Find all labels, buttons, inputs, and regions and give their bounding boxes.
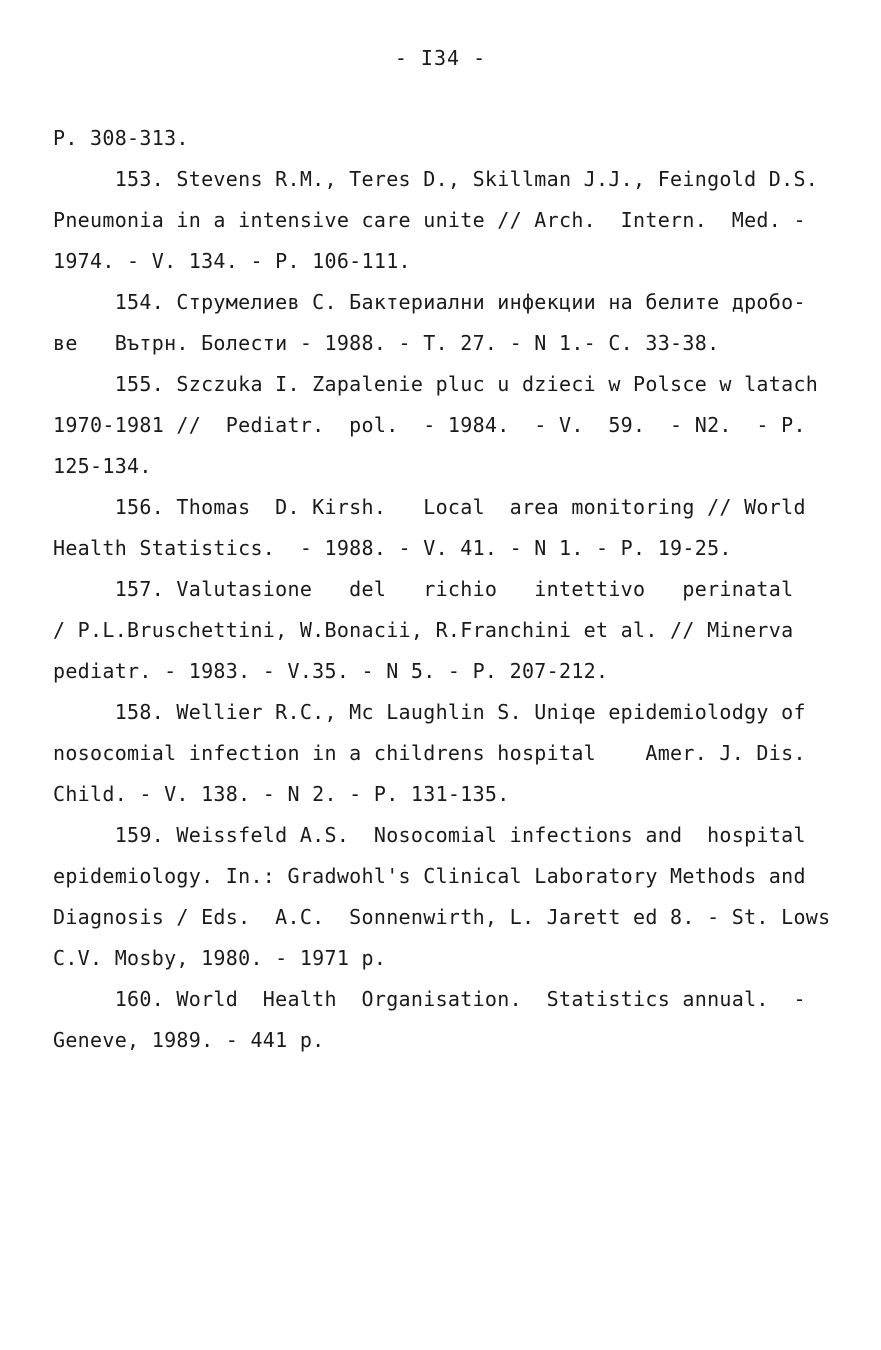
- reference-line: / P.L.Bruschettini, W.Bonacii, R.Franchini et al. // Minerva: [53, 618, 794, 642]
- reference-line: 159. Weissfeld A.S. Nosocomial infections and hospital: [53, 823, 806, 847]
- reference-line: C.V. Mosby, 1980. - 1971 p.: [53, 946, 387, 970]
- reference-line: pediatr. - 1983. - V.35. - N 5. - P. 207-212.: [53, 659, 609, 683]
- reference-line: 125-134.: [53, 454, 152, 478]
- reference-line: Geneve, 1989. - 441 p.: [53, 1028, 325, 1052]
- reference-line: 157. Valutasione del richio intettivo perinatal: [53, 577, 794, 601]
- reference-line: Health Statistics. - 1988. - V. 41. - N 1. - P. 19-25.: [53, 536, 732, 560]
- reference-line: 156. Thomas D. Kirsh. Local area monitoring // World: [53, 495, 806, 519]
- page-number: - I34 -: [394, 46, 487, 70]
- reference-line: 153. Stevens R.M., Teres D., Skillman J.J., Feingold D.S.: [53, 167, 819, 191]
- reference-line: 158. Wellier R.C., Mc Laughlin S. Uniqe epidemiolodgy of: [53, 700, 806, 724]
- reference-line: 154. Струмелиев С. Бактериални инфекции на белите дробо-: [53, 290, 806, 314]
- reference-line: nosocomial infection in a childrens hospital Amer. J. Dis.: [53, 741, 806, 765]
- reference-line: epidemiology. In.: Gradwohl's Clinical Laboratory Methods and: [53, 864, 806, 888]
- reference-line: Pneumonia in a intensive care unite // Arch. Intern. Med. -: [53, 208, 806, 232]
- reference-line: P. 308-313.: [53, 126, 189, 150]
- reference-line: 155. Szczuka I. Zapalenie pluc u dzieci w Polsce w latach: [53, 372, 819, 396]
- reference-line: Diagnosis / Eds. A.C. Sonnenwirth, L. Jarett ed 8. - St. Lows: [53, 905, 831, 929]
- reference-line: ве Вътрн. Болести - 1988. - Т. 27. - N 1.- С. 33-38.: [53, 331, 720, 355]
- reference-line: 1974. - V. 134. - P. 106-111.: [53, 249, 411, 273]
- reference-line: 160. World Health Organisation. Statistics annual. -: [53, 987, 806, 1011]
- reference-line: Child. - V. 138. - N 2. - P. 131-135.: [53, 782, 510, 806]
- reference-line: 1970-1981 // Pediatr. pol. - 1984. - V. 59. - N2. - P.: [53, 413, 806, 437]
